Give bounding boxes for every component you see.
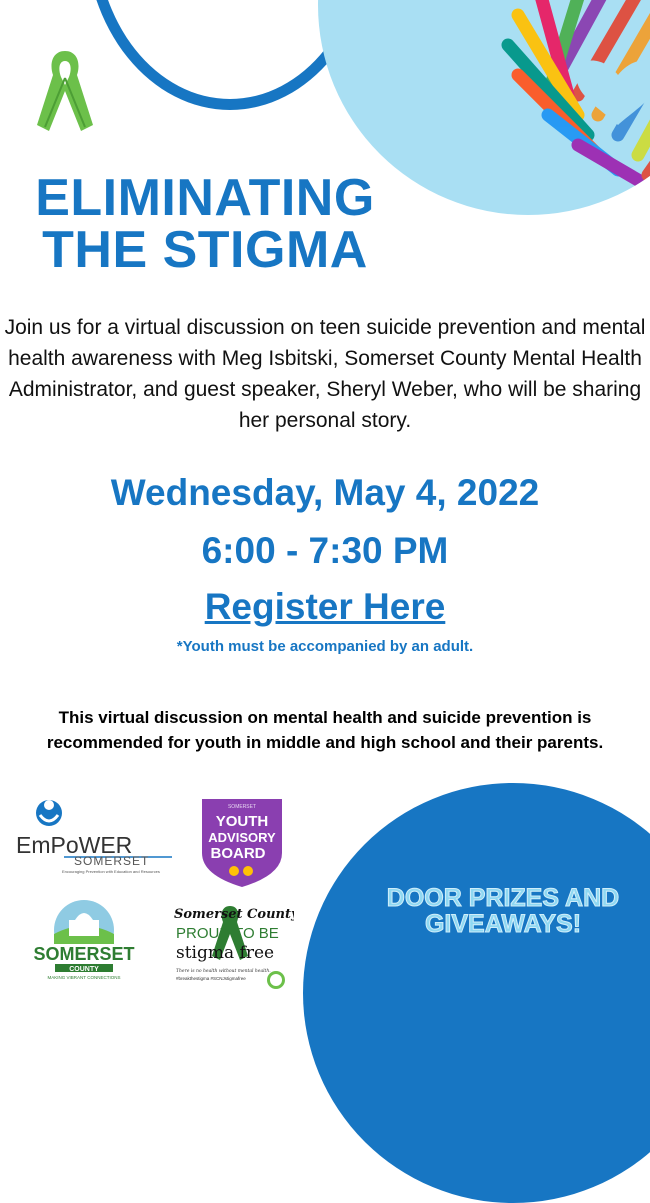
somerset-county-text: COUNTY xyxy=(69,966,99,973)
title-line-1: ELIMINATING xyxy=(35,169,375,227)
youth-note: *Youth must be accompanied by an adult. xyxy=(176,638,474,655)
yab-line-2: ADVISORY xyxy=(208,830,276,845)
somerset-tagline: MAKING VIBRANT CONNECTIONS xyxy=(47,975,121,980)
event-time: 6:00 - 7:30 PM xyxy=(201,530,449,571)
yab-top-text: SOMERSET xyxy=(227,804,257,810)
register-link[interactable]: Register Here xyxy=(204,586,446,627)
empower-main-text: EmPoWER xyxy=(16,832,133,858)
stigma-free-line-3: stigma free xyxy=(176,943,275,963)
yab-line-1: YOUTH xyxy=(215,813,269,830)
stigma-free-tagline: There is no health without mental health. xyxy=(176,969,271,974)
empower-somerset-logo xyxy=(14,795,174,875)
recommendation-text: This virtual discussion on mental health and suicide prevention is recommended for youth in middle and high school and their parents. xyxy=(46,708,604,752)
intro-paragraph: Join us for a virtual discussion on teen suicide prevention and mental health awareness with Meg Isbitski, Somerset County Mental Health Administrator, and guest speaker, Sheryl Weber, who will be sharing her personal story. xyxy=(4,316,646,432)
stigma-free-line-2: PROUD TO BE xyxy=(176,925,279,942)
event-date: Wednesday, May 4, 2022 xyxy=(110,472,540,513)
somerset-main-text: SOMERSET xyxy=(33,944,135,964)
door-prizes-line-1: DOOR PRIZES AND xyxy=(386,884,620,912)
bottom-blue-circle xyxy=(303,783,650,1203)
yab-line-3: BOARD xyxy=(210,845,266,862)
somerset-county-logo xyxy=(25,898,143,980)
awareness-ribbon-icon xyxy=(25,43,105,138)
stigma-free-hashtags: #breakthestigma #SCNJstigmafree xyxy=(176,976,246,981)
stigma-free-line-1: Somerset County xyxy=(174,907,294,922)
door-prizes-line-2: GIVEAWAYS! xyxy=(424,910,582,938)
door-prizes-text xyxy=(368,885,638,937)
youth-advisory-board-logo xyxy=(196,793,288,889)
empower-sub-text: SOMERSET xyxy=(74,854,150,868)
title-line-2: THE STIGMA xyxy=(42,221,368,279)
empower-tagline: Encouraging Prevention with Education and Resources xyxy=(62,869,160,874)
page-title xyxy=(0,169,410,279)
stigma-free-logo xyxy=(172,900,294,992)
